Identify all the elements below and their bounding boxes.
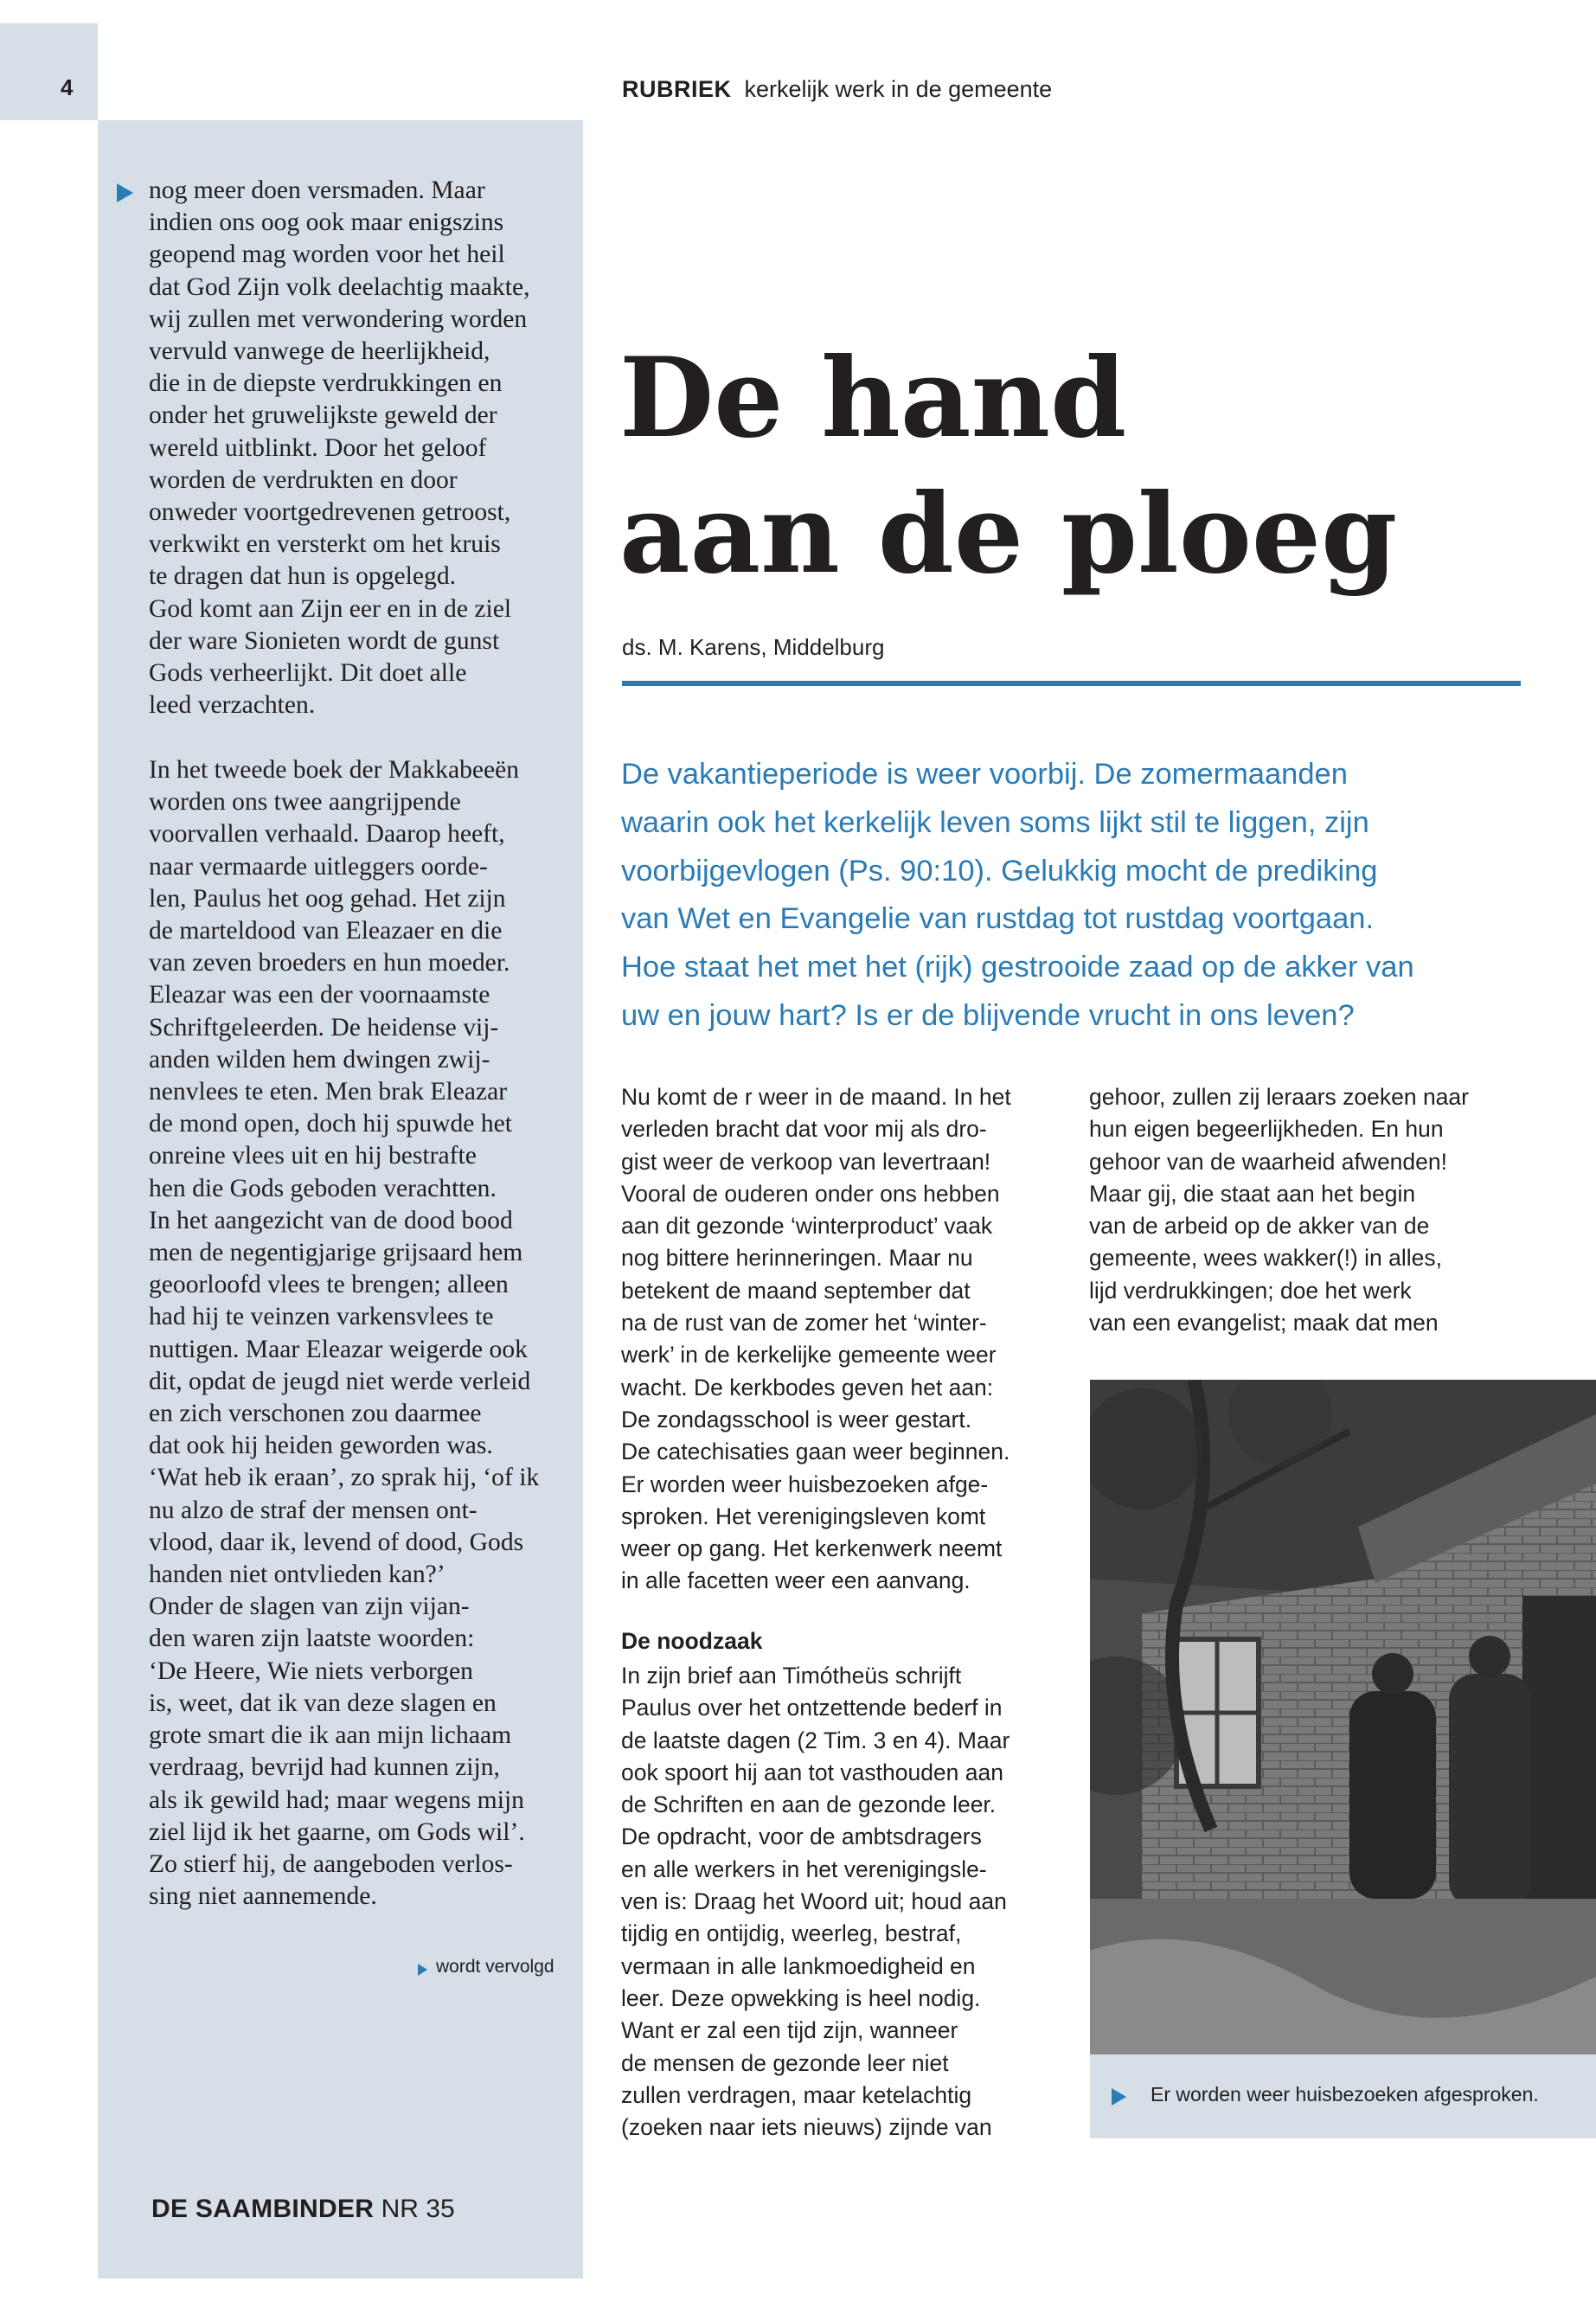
article-author: ds. M. Karens, Middelburg <box>622 634 885 660</box>
section-header <box>622 76 1052 103</box>
photo-caption: Er worden weer huisbezoeken afgesproken. <box>1151 2083 1539 2106</box>
article-title: De hand aan de ploeg <box>619 334 1398 598</box>
section-label: RUBRIEK <box>622 76 732 102</box>
article-column-1-part-2: In zijn brief aan Timótheüs schrijft Paulus over het ontzettende bederf in de laatste dagen (2 Tim. 3 en 4). Maar ook spoort hij aan tot vasthouden aan de Schriften en aan de gezonde leer. De opdracht, voor de ambtsdragers en alle werkers in het verenigingsle- ven is: Draag het Woord uit; houd aan tijdig en ontijdig, weerleg, bestraf, vermaan in alle lankmoedigheid en leer. Deze opwekking is heel nodig. Want er zal een tijd zijn, wanneer de mensen de gezonde leer niet zullen verdragen, maar ketelachtig (zoeken naar iets nieuws) zijnde van <box>621 1663 1010 2141</box>
publication-name: DE SAAMBINDER <box>151 2195 375 2223</box>
issue-number: NR 35 <box>381 2195 455 2223</box>
section-subtitle: kerkelijk werk in de gemeente <box>744 76 1053 102</box>
article-subheading: De noodzaak <box>621 1628 763 1654</box>
title-divider <box>622 681 1521 686</box>
sidebar-paragraph-1: nog meer doen versmaden. Maar indien ons oog ook maar enigszins geopend mag worden voor het heil dat God Zijn volk deelachtig maakte, wij zullen met verwondering worden vervuld vanwege de heerlijkheid, die in de diepste verdrukkingen en onder het gruwelijkste geweld der wereld uitblinkt. Door het geloof worden de verdrukten en door onweder voortgedrevenen getroost, verkwikt en versterkt om het kruis te dragen dat hun is opgelegd. God komt aan Zijn eer en in de ziel der ware Sionieten wordt de gunst Gods verheerlijkt. Dit doet alle leed verzachten. <box>149 176 530 720</box>
article-column-1-part-1: Nu komt de r weer in de maand. In het verleden bracht dat voor mij als dro- gist weer de verkoop van levertraan! Vooral de ouderen onder ons hebben aan dit gezonde ‘winterproduct’ vaak nog bittere herinneringen. Maar nu betekent de maand september dat na de rust van de zomer het ‘winter- werk’ in de kerkelijke gemeente weer wacht. De kerkbodes geven het aan: De zondagsschool is weer gestart. De catechisaties gaan weer beginnen. Er worden weer huisbezoeken afge- sproken. Het verenigingsleven komt weer op gang. Het kerkenwerk neemt in alle facetten weer een aanvang. <box>621 1084 1011 1594</box>
article-column-2: gehoor, zullen zij leraars zoeken naar hun eigen begeerlijkheden. En hun gehoor van de waarheid afwenden! Maar gij, die staat aan het begin van de arbeid op de akker van de gemeente, wees wakker(!) in alles, lijd verdrukkingen; doe het werk van een evangelist; maak dat men <box>1089 1084 1469 1336</box>
page-number-tab <box>0 23 98 120</box>
continued-note <box>419 1957 554 1977</box>
caption-arrow-icon <box>1112 2088 1126 2106</box>
continuation-arrow-icon <box>117 183 133 202</box>
footer <box>151 2195 455 2224</box>
sidebar-paragraph-2: In het tweede boek der Makkabeeën worden ons twee aangrijpende voorvallen verhaald. Daarop heeft, naar vermaarde uitleggers oorde- len, Paulus het oog gehad. Het zijn de marteldood van Eleazaer en die van zeven broeders en hun moeder. Eleazar was een der voornaamste Schriftgeleerden. De heidense vij- anden wilden hem dwingen zwij- nenvlees te eten. Men brak Eleazar de mond open, doch hij spuwde het onreine vlees uit en hij bestrafte hen die Gods geboden verachtten. In het aangezicht van de dood bood men de negentigjarige grijsaard hem geoorloofd vlees te brengen; alleen had hij te veinzen varkensvlees te nuttigen. Maar Eleazar weigerde ook dit, opdat de jeugd niet werde verleid en zich verschonen zou daarmee dat ook hij heiden geworden was. ‘Wat heb ik eraan’, zo sprak hij, ‘of ik nu alzo de straf der mensen ont- vlood, daar ik, levend of dood, Gods handen niet ontvlieden kan?’ Onder de slagen van zijn vijan- den waren zijn laatste woorden: ‘De Heere, Wie niets verborgen is, weet, dat ik van deze slagen en grote smart die ik aan mijn lichaam verdraag, bevrijd had kunnen zijn, als ik gewild had; maar wegens mijn ziel lijd ik het gaarne, om Gods wil’. Zo stierf hij, de aangeboden verlos- sing niet aannemende. <box>149 756 540 1911</box>
photo-illustration <box>1090 1380 1596 2054</box>
article-intro: De vakantieperiode is weer voorbij. De zomermaanden waarin ook het kerkelijk leven soms lijkt stil te liggen, zijn voorbijgevlogen (Ps. 90:10). Gelukkig mocht de prediking van Wet en Evangelie van rustdag tot rustdag voortgaan. Hoe staat het met het (rijk) gestrooide zaad op de akker van uw en jouw hart? Is er de blijvende vrucht in ons leven? <box>621 758 1414 1032</box>
continued-label: wordt vervolgd <box>436 1957 554 1977</box>
article-photo <box>1090 1380 1596 2054</box>
page-number: 4 <box>61 74 74 100</box>
